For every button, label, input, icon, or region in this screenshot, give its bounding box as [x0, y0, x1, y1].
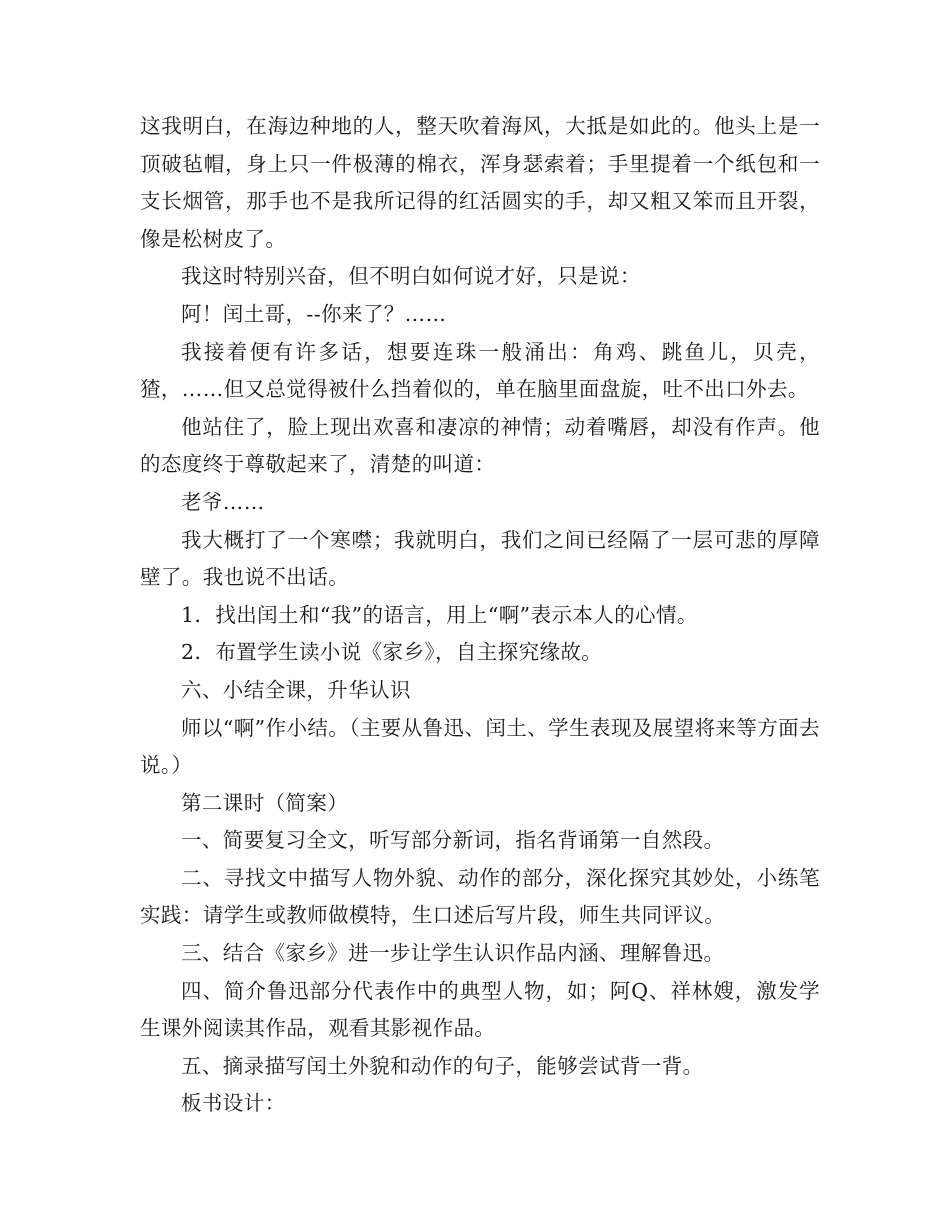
- paragraph-2: 我这时特别兴奋，但不明白如何说才好，只是说：: [181, 264, 641, 289]
- paragraph-6: 老爷……: [181, 489, 265, 514]
- list-item-2: 2．布置学生读小说《家乡》，自主探究缘故。: [181, 640, 603, 665]
- lesson-step-2: 二、寻找文中描写人物外貌、动作的部分，深化探究其妙处，小练笔实践：请学生或教师做模特，生口述后写片段，师生共同评议。: [140, 865, 820, 928]
- lesson-step-3: 三、结合《家乡》进一步让学生认识作品内涵、理解鲁迅。: [181, 941, 725, 966]
- paragraph-3: 阿！闰土哥，--你来了？……: [181, 301, 447, 326]
- document-page: [140, 108, 820, 1123]
- paragraph-5: 他站住了，脸上现出欢喜和凄凉的神情；动着嘴唇，却没有作声。他的态度终于尊敬起来了，清楚的叫道：: [140, 414, 820, 477]
- lesson-step-1: 一、简要复习全文，听写部分新词，指名背诵第一自然段。: [181, 828, 725, 853]
- board-design-label: 板书设计：: [181, 1091, 286, 1116]
- section-heading-summary: 六、小结全课，升华认识: [181, 677, 411, 702]
- paragraph-summary: 师以“啊”作小结。（主要从鲁迅、闰土、学生表现及展望将来等方面去说。）: [140, 715, 820, 778]
- paragraph-4: 我接着便有许多话，想要连珠一般涌出：角鸡、跳鱼儿，贝壳，猹，……但又总觉得被什么挡着似的，单在脑里面盘旋，吐不出口外去。: [140, 339, 820, 402]
- lesson-step-5: 五、摘录描写闰土外貌和动作的句子，能够尝试背一背。: [181, 1053, 704, 1078]
- list-item-1: 1．找出闰土和“我”的语言，用上“啊”表示本人的心情。: [181, 602, 698, 627]
- paragraph-1: 这我明白，在海边种地的人，整天吹着海风，大抵是如此的。他头上是一顶破毡帽，身上只一件极薄的棉衣，浑身瑟索着；手里提着一个纸包和一支长烟管，那手也不是我所记得的红活圆实的手，却又粗又笨而且开裂，像是松树皮了。: [140, 114, 820, 251]
- paragraph-7: 我大概打了一个寒噤；我就明白，我们之间已经隔了一层可悲的厚障壁了。我也说不出话。: [140, 527, 820, 590]
- lesson-step-4: 四、简介鲁迅部分代表作中的典型人物，如；阿Q、祥林嫂，激发学生课外阅读其作品，观看其影视作品。: [140, 978, 820, 1041]
- section-heading-lesson-two: 第二课时（简案）: [181, 790, 349, 815]
